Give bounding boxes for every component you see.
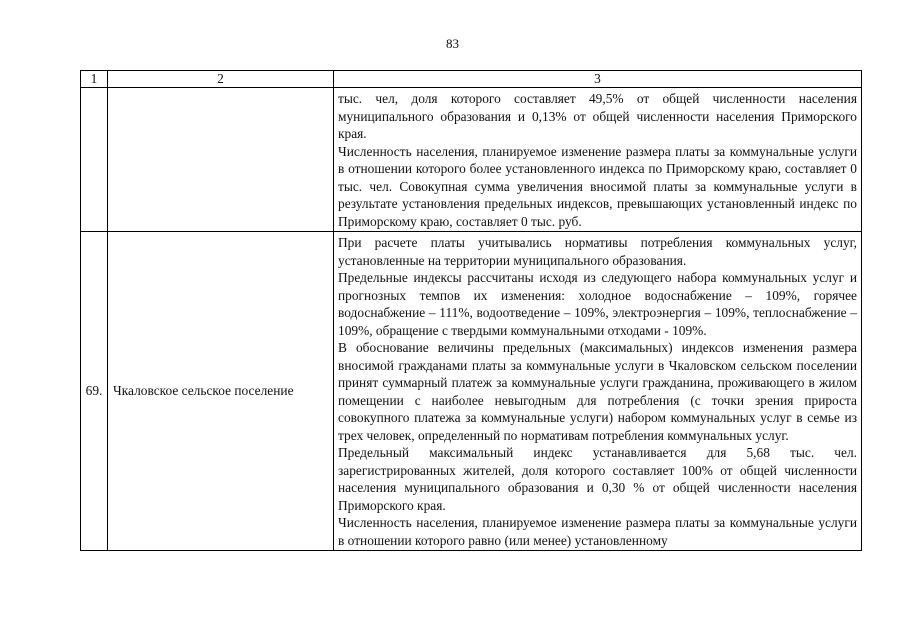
table-row-continuation xyxy=(81,88,862,232)
description-paragraph: Предельные индексы рассчитаны исходя из следующего набора коммунальных услуг и прогнозных темпов их изменения: холодное водоснабжение – 109%, горячее водоснабжение – 111%, водоотведение – 109%, электроэнергия – 109%, теплоснабжение – 109%, обращение с твердыми коммунальными отходами - 109%. xyxy=(338,270,857,338)
description-paragraph: При расчете платы учитывались нормативы потребления коммунальных услуг, установленные на территории муниципального образования. xyxy=(338,235,857,268)
municipality-name-cell xyxy=(108,88,334,232)
description-cell xyxy=(334,88,862,232)
description-cell xyxy=(334,232,862,551)
column-header-2: 2 xyxy=(108,71,334,88)
municipality-name-cell: Чкаловское сельское поселение xyxy=(108,232,334,551)
row-number-cell xyxy=(81,88,108,232)
column-header-1: 1 xyxy=(81,71,108,88)
municipal-index-table xyxy=(80,70,862,551)
description-paragraph: тыс. чел, доля которого составляет 49,5% от общей численности населения муниципального образования и 0,13% от общей численности населения Приморского края. xyxy=(338,91,857,141)
column-header-3: 3 xyxy=(334,71,862,88)
table-header-row xyxy=(81,71,862,88)
description-paragraph: В обоснование величины предельных (максимальных) индексов изменения размера вносимой гражданами платы за коммунальные услуги в Чкаловском сельском поселении принят суммарный платеж за коммунальные услуги гражданина, проживающего в жилом помещении с наиболее невыгодным для потребления (с точки зрения прироста совокупного платежа за коммунальные услуги) набором коммунальных услуг в семье из трех человек, определенный по нормативам потребления коммунальных услуг. xyxy=(338,340,857,443)
row-number-cell: 69. xyxy=(81,232,108,551)
page-number: 83 xyxy=(446,36,459,51)
description-paragraph: Численность населения, планируемое изменение размера платы за коммунальные услуги в отношении которого более установленного индекса по Приморскому краю, составляет 0 тыс. чел. Совокупная сумма увеличения вносимой платы за коммунальные услуги в результате установления предельных индексов, превышающих установленный индекс по Приморскому краю, составляет 0 тыс. руб. xyxy=(338,143,857,229)
description-paragraph: Предельный максимальный индекс устанавливается для 5,68 тыс. чел. зарегистрированных жителей, доля которого составляет 100% от общей численности населения муниципального образования и 0,30 % от общей численности населения Приморского края. xyxy=(338,445,857,513)
description-paragraph: Численность населения, планируемое изменение размера платы за коммунальные услуги в отношении которого равно (или менее) установленному xyxy=(338,515,857,548)
table-row-69 xyxy=(81,232,862,551)
